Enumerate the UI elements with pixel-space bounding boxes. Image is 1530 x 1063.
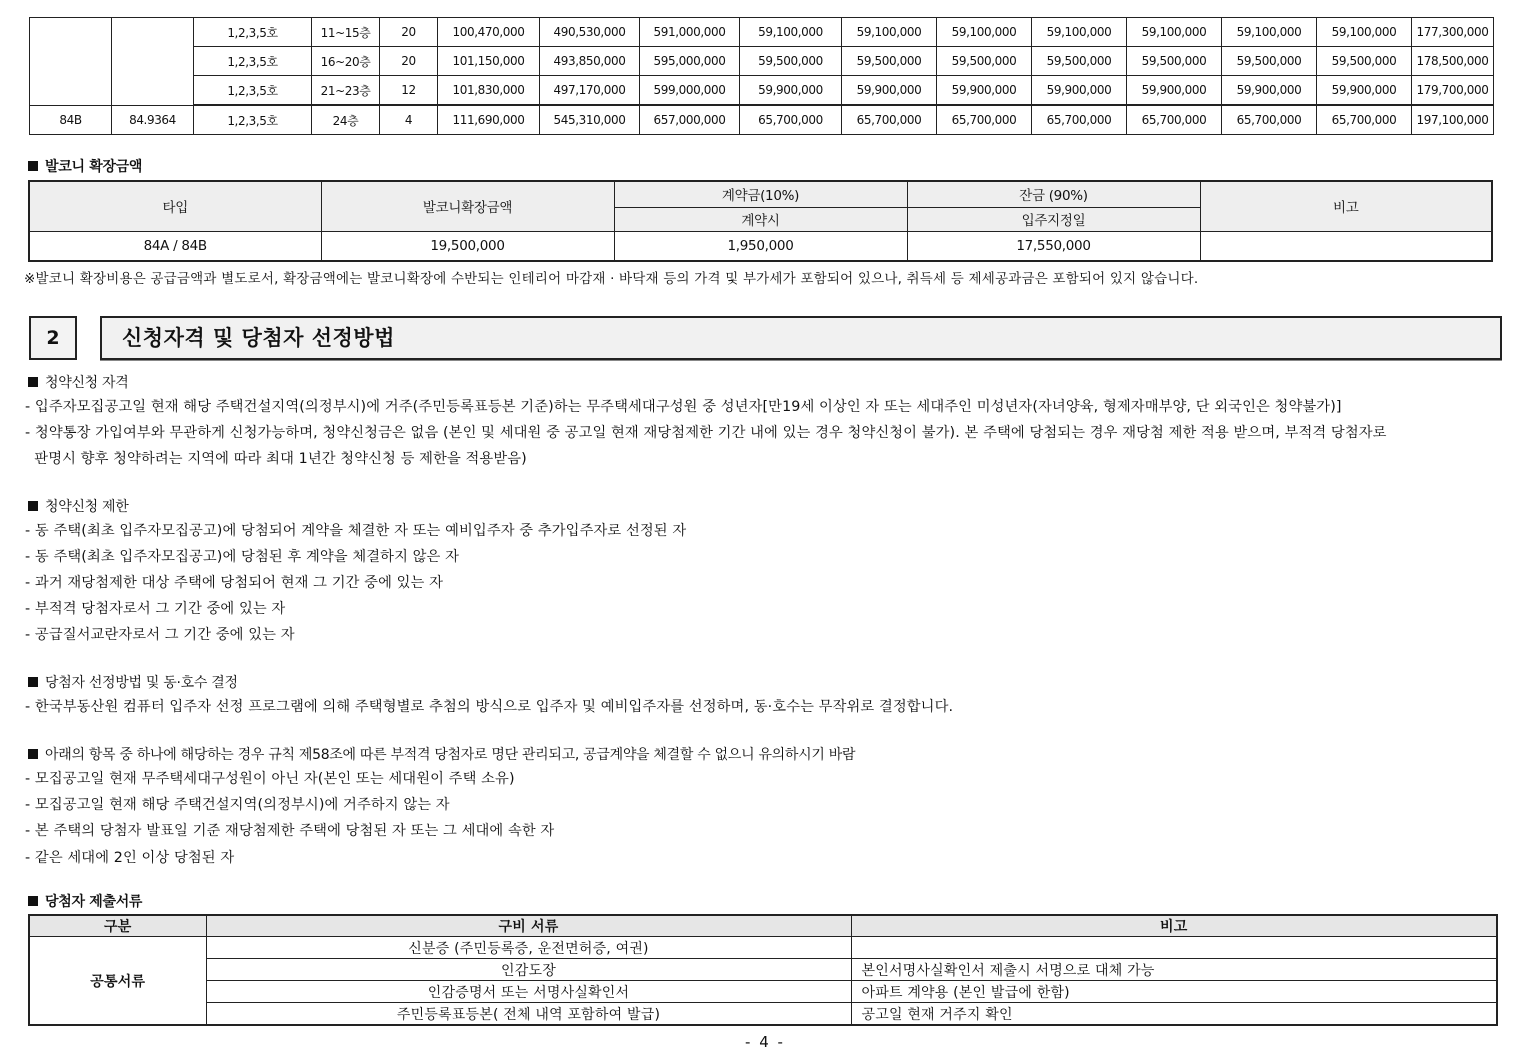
balance-cell: 177,300,000 [1412,18,1494,47]
interim-4-cell: 59,100,000 [1222,18,1317,47]
doc-remark-cell: 아파트 계약용 (본인 발급에 한함) [851,981,1497,1003]
disqualify-line: - 모집공고일 현재 해당 주택건설지역(의정부시)에 거주하지 않는 자 [25,797,450,813]
selection-line: - 한국부동산원 컴퓨터 입주자 선정 프로그램에 의해 주택형별로 추첨의 방식으로 입주자 및 예비입주자를 선정하며, 동·호수는 무작위로 결정합니다. [25,699,954,715]
documents-group-cell: 공통서류 [29,937,206,1026]
restriction-line: - 부적격 당첨자로서 그 기간 중에 있는 자 [25,601,286,617]
disqualify-line: - 본 주택의 당첨자 발표일 기준 재당첨제한 주택에 당첨된 자 또는 그 세대에 속한 자 [25,823,555,839]
interim-2-cell: 59,900,000 [1032,76,1127,106]
interim-4-cell: 59,500,000 [1222,47,1317,76]
units-cell: 4 [380,105,438,135]
table-row [29,981,1497,1003]
restriction-line: - 동 주택(최초 입주자모집공고)에 당첨된 후 계약을 체결하지 않은 자 [25,549,460,565]
col-header-amount: 발코니확장금액 [321,181,614,231]
interim-3-cell: 59,100,000 [1127,18,1222,47]
interim-3-cell: 65,700,000 [1127,105,1222,135]
interim-5-cell: 59,100,000 [1317,18,1412,47]
total-price-cell: 657,000,000 [640,105,740,135]
interim-2-cell: 59,100,000 [1032,18,1127,47]
col-header-category: 구분 [29,915,206,937]
ho-cell: 1,2,3,5호 [194,105,312,135]
ho-cell: 1,2,3,5호 [194,47,312,76]
interim-1-cell: 65,700,000 [937,105,1032,135]
disqualify-heading: 아래의 항목 중 하나에 해당하는 경우 규칙 제58조에 따른 부적격 당첨자로 명단 관리되고, 공급계약을 체결할 수 없으니 유의하시기 바람 [28,744,855,764]
balcony-amount-cell: 19,500,000 [321,231,614,261]
balcony-note: ※발코니 확장비용은 공급금액과 별도로서, 확장금액에는 발코니확장에 수반되는 인테리어 마감재 · 바닥재 등의 가격 및 부가세가 포함되어 있으나, 취득세 등 제세공과금은 포함되어 있지 않습니다. [24,271,1199,287]
interim-5-cell: 59,900,000 [1317,76,1412,106]
bullet-square-icon [28,377,38,387]
balance-cell: 178,500,000 [1412,47,1494,76]
disqualify-line: - 같은 세대에 2인 이상 당첨된 자 [25,850,235,866]
disqualify-line: - 모집공고일 현재 무주택세대구성원이 아닌 자(본인 또는 세대원이 주택 소유) [25,771,515,787]
interim-2-cell: 65,700,000 [1032,105,1127,135]
contract-1-cell: 59,900,000 [740,76,842,106]
restriction-line: - 공급질서교란자로서 그 기간 중에 있는 자 [25,627,295,643]
interim-1-cell: 59,900,000 [937,76,1032,106]
col-header-docs: 구비 서류 [206,915,851,937]
building-price-cell: 497,170,000 [540,76,640,106]
land-price-cell: 101,150,000 [438,47,540,76]
col-header-deposit: 계약금(10%) [614,181,907,207]
selection-heading: 당첨자 선정방법 및 동·호수 결정 [28,672,238,692]
col-header-deposit-sub: 계약시 [614,207,907,231]
interim-1-cell: 59,100,000 [937,18,1032,47]
eligibility-line: - 청약통장 가입여부와 무관하게 신청가능하며, 청약신청금은 없음 (본인 및 세대원 중 공고일 현재 재당첨제한 기간 내에 있는 경우 청약신청이 불가). 본 주택에 당첨되는 경우 재당첨 제한 적용 받으며, 부적격 당첨자로 [25,425,1387,441]
balance-cell: 179,700,000 [1412,76,1494,106]
bullet-square-icon [28,896,38,906]
land-price-cell: 100,470,000 [438,18,540,47]
interim-2-cell: 59,500,000 [1032,47,1127,76]
documents-table [28,914,1498,1026]
total-price-cell: 595,000,000 [640,47,740,76]
eligibility-line: 판명시 향후 청약하려는 지역에 따라 최대 1년간 청약신청 등 제한을 적용받음) [25,451,527,467]
doc-remark-cell: 본인서명사실확인서 제출시 서명으로 대체 가능 [851,959,1497,981]
building-price-cell: 493,850,000 [540,47,640,76]
table-row [29,1003,1497,1026]
page-number: - 4 - [745,1033,785,1051]
section-title: 신청자격 및 당첨자 선정방법 [100,316,1502,360]
contract-2-cell: 59,500,000 [842,47,937,76]
units-cell: 12 [380,76,438,106]
bullet-square-icon [28,161,38,171]
restriction-line: - 동 주택(최초 입주자모집공고)에 당첨되어 계약을 체결한 자 또는 예비입주자 중 추가입주자로 선정된 자 [25,523,687,539]
balcony-heading: 발코니 확장금액 [28,156,142,176]
table-row [30,105,1494,135]
contract-2-cell: 59,100,000 [842,18,937,47]
interim-4-cell: 59,900,000 [1222,76,1317,106]
units-cell: 20 [380,18,438,47]
contract-1-cell: 59,100,000 [740,18,842,47]
col-header-type: 타입 [29,181,321,231]
bullet-square-icon [28,677,38,687]
documents-heading: 당첨자 제출서류 [28,891,142,911]
doc-remark-cell: 공고일 현재 거주지 확인 [851,1003,1497,1026]
type-cell [30,18,112,106]
contract-1-cell: 65,700,000 [740,105,842,135]
total-price-cell: 599,000,000 [640,76,740,106]
floor-cell: 21~23층 [312,76,380,106]
table-row [29,959,1497,981]
bullet-square-icon [28,501,38,511]
contract-2-cell: 65,700,000 [842,105,937,135]
col-header-balance: 잔금 (90%) [907,181,1200,207]
restriction-line: - 과거 재당첨제한 대상 주택에 당첨되어 현재 그 기간 중에 있는 자 [25,575,444,591]
interim-3-cell: 59,900,000 [1127,76,1222,106]
units-cell: 20 [380,47,438,76]
land-price-cell: 101,830,000 [438,76,540,106]
balcony-extension-table [28,180,1493,262]
contract-1-cell: 59,500,000 [740,47,842,76]
doc-cell: 주민등록표등본( 전체 내역 포함하여 발급) [206,1003,851,1026]
type-cell: 84B [30,105,112,135]
bullet-square-icon [28,749,38,759]
eligibility-line: - 입주자모집공고일 현재 해당 주택건설지역(의정부시)에 거주(주민등록표등본 기준)하는 무주택세대구성원 중 성년자[만19세 이상인 자 또는 세대주인 미성년자(자녀양육, 형제자매부양, 단 외국인은 청약불가)] [25,399,1342,415]
eligibility-heading: 청약신청 자격 [28,372,129,392]
doc-cell: 인감도장 [206,959,851,981]
ho-cell: 1,2,3,5호 [194,76,312,106]
balcony-balance-cell: 17,550,000 [907,231,1200,261]
area-cell [112,18,194,106]
interim-1-cell: 59,500,000 [937,47,1032,76]
floor-cell: 24층 [312,105,380,135]
doc-remark-cell [851,937,1497,959]
area-cell: 84.9364 [112,105,194,135]
doc-cell: 인감증명서 또는 서명사실확인서 [206,981,851,1003]
col-header-balance-sub: 입주지정일 [907,207,1200,231]
col-header-remarks: 비고 [851,915,1497,937]
total-price-cell: 591,000,000 [640,18,740,47]
restriction-heading: 청약신청 제한 [28,496,129,516]
table-row [30,76,1494,106]
table-row [29,937,1497,959]
supply-price-table [29,17,1494,135]
doc-cell: 신분증 (주민등록증, 운전면허증, 여권) [206,937,851,959]
table-row [30,18,1494,47]
section-number: 2 [29,316,77,360]
building-price-cell: 545,310,000 [540,105,640,135]
balcony-type-cell: 84A / 84B [29,231,321,261]
contract-2-cell: 59,900,000 [842,76,937,106]
floor-cell: 11~15층 [312,18,380,47]
balance-cell: 197,100,000 [1412,105,1494,135]
interim-5-cell: 59,500,000 [1317,47,1412,76]
interim-4-cell: 65,700,000 [1222,105,1317,135]
land-price-cell: 111,690,000 [438,105,540,135]
ho-cell: 1,2,3,5호 [194,18,312,47]
building-price-cell: 490,530,000 [540,18,640,47]
balcony-deposit-cell: 1,950,000 [614,231,907,261]
col-header-remarks: 비고 [1200,181,1492,231]
table-row [30,47,1494,76]
balcony-remarks-cell [1200,231,1492,261]
interim-3-cell: 59,500,000 [1127,47,1222,76]
interim-5-cell: 65,700,000 [1317,105,1412,135]
floor-cell: 16~20층 [312,47,380,76]
